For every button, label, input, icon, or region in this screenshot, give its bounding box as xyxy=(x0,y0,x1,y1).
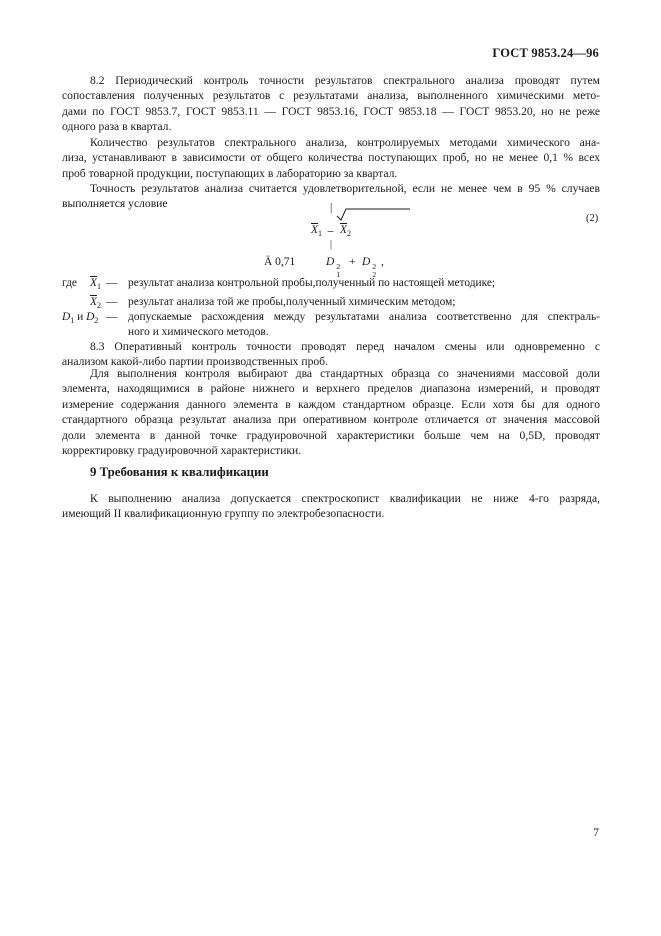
paragraph-line: 8.3 Оперативный контроль точности проводят перед началом смены или одновременно с xyxy=(90,340,600,353)
legend-dash: — xyxy=(106,311,118,323)
paragraph-check xyxy=(62,366,600,458)
d2-symbol: D xyxy=(362,256,371,268)
paragraph-line: одного раза в квартал. xyxy=(62,120,172,134)
x2-symbol: X xyxy=(340,224,348,236)
d1-subscript: 1 xyxy=(336,270,341,279)
x1-subscript: 1 xyxy=(318,229,323,238)
paragraph-line: измерение содержания данного элемента в каждом стандартном образце. Если хотя бы для одного xyxy=(62,397,600,411)
paragraph-line: доли элемента в данной точке градуировочной характеристики больше чем на 0,5D, проводят xyxy=(62,428,600,442)
d1-superscript: 2 xyxy=(336,262,341,271)
document-header: ГОСТ 9853.24—96 xyxy=(492,46,599,60)
formula-x1 xyxy=(311,224,322,238)
d1-symbol: D xyxy=(326,256,335,268)
paragraph-line: корректировку градуировочной характеристики. xyxy=(62,444,302,458)
paragraph-line: дами по ГОСТ 9853.7, ГОСТ 9853.11 — ГОСТ 9853.16, ГОСТ 9853.18 — ГОСТ 9853.20, но не реже xyxy=(62,104,600,118)
paragraph-line: имеющий II квалификационную группу по электробезопасности. xyxy=(62,507,385,521)
formula-plus: + xyxy=(349,256,356,268)
legend-dash: — xyxy=(106,277,118,289)
paragraph-line: Количество результатов спектрального анализа, контролируемых методами химического ана- xyxy=(90,136,600,149)
formula-comma: , xyxy=(381,256,384,268)
legend-text: результат анализа той же пробы,полученный химическим методом; xyxy=(128,296,456,308)
legend-dash: — xyxy=(106,296,118,308)
paragraph-line: анализом какой-либо партии производственных проб. xyxy=(62,355,328,369)
paragraph-line: сопоставления полученных результатов с результатами анализа, выполненного химическими мето- xyxy=(62,89,600,103)
formula-pipe: | xyxy=(330,239,333,250)
paragraph-line: Для выполнения контроля выбирают два стандартных образца со значениями массовой доли xyxy=(90,367,600,380)
formula-number: (2) xyxy=(586,213,599,224)
formula-minus: − xyxy=(327,224,335,239)
legend-text: допускаемые расхождения между результатами анализа соответственно для спектраль- ного и химического методов. xyxy=(128,311,600,338)
paragraph-line: элемента, находящимися в районе нижнего и верхнего пределов диапазона измерений, и проводят xyxy=(62,382,600,396)
paragraph-line: лиза, устанавливают в зависимости от общего количества поступающих проб, но не менее 0,1 % всех xyxy=(62,151,600,165)
paragraph-line: 8.2 Периодический контроль точности результатов спектрального анализа проводят путем xyxy=(90,74,600,87)
section-title: 9 Требования к квалификации xyxy=(90,465,269,479)
formula-pipe: | xyxy=(330,202,333,214)
sqrt-sign xyxy=(0,0,661,300)
page-number: 7 xyxy=(593,827,599,839)
x2-subscript: 2 xyxy=(347,229,352,238)
formula-x2 xyxy=(340,224,351,238)
legend-symbol-d1-d2: $D_1$ и $D_2$ xyxy=(62,311,99,325)
paragraph-line: выполняется условие xyxy=(62,197,168,211)
legend-symbol-x2: $X_2$ xyxy=(90,296,101,310)
paragraph-line: проб товарной продукции, поступающих в лабораторию за квартал. xyxy=(62,166,398,180)
paragraph-line: К выполнению анализа допускается спектроскопист квалификации не ниже 4-го разряда, xyxy=(90,492,600,505)
paragraph-line: стандартного образца результат анализа при оперативном контроле отличается от значения массовой xyxy=(62,413,600,427)
d2-subscript: 2 xyxy=(372,270,377,279)
formula-coefficient: Ä 0,71 xyxy=(264,256,296,268)
x1-symbol: X xyxy=(311,224,319,236)
legend-where: где xyxy=(62,277,77,289)
paragraph-line: Точность результатов анализа считается удовлетворительной, если не менее чем в 95 % случаев xyxy=(90,182,600,195)
paragraph-9 xyxy=(62,491,600,522)
d2-superscript: 2 xyxy=(372,262,377,271)
legend-symbol-x1: $X_1$ xyxy=(90,277,101,291)
legend-text: результат анализа контрольной пробы,полученный по настоящей методике; xyxy=(128,277,496,289)
